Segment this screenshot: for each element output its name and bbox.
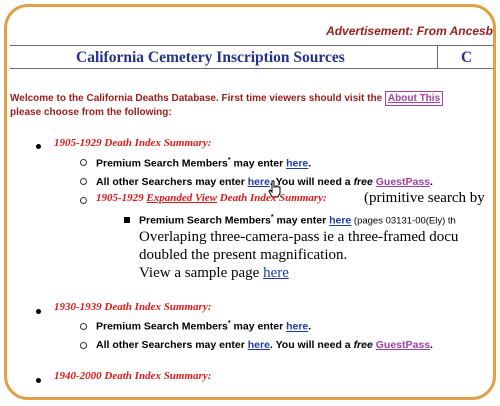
others-here-link[interactable]: here xyxy=(247,176,270,188)
sample-page-here-link[interactable]: here xyxy=(263,265,289,281)
others-line-1930: All other Searchers may enter here. You will need a free GuestPass. xyxy=(96,339,433,351)
section-bullet xyxy=(36,378,41,383)
list-circle xyxy=(80,197,87,204)
list-square xyxy=(124,217,130,223)
others-line-1905: All other Searchers may enter here. You will need a free GuestPass. xyxy=(96,176,433,188)
advertisement-bar xyxy=(10,10,493,44)
welcome-text: Welcome to the California Deaths Database. First time viewers should visit the xyxy=(10,93,383,104)
section-heading-1905-1929: 1905-1929 Death Index Summary: xyxy=(54,137,212,149)
expanded-view-heading: 1905-1929 Expanded View Death Index Summary: xyxy=(96,192,327,204)
welcome-line-1 xyxy=(10,91,493,106)
others-here-link[interactable]: here xyxy=(247,339,270,351)
expanded-note: (primitive search by xyxy=(364,190,485,206)
expanded-view-link[interactable]: Expanded View xyxy=(146,192,218,204)
section-bullet xyxy=(36,144,41,149)
premium-line-1930: Premium Search Members* may enter here. xyxy=(96,320,312,333)
list-circle xyxy=(80,178,87,185)
welcome-message xyxy=(10,91,493,119)
expanded-description-3: View a sample page here xyxy=(139,265,289,281)
premium-line-expanded: Premium Search Members* may enter here (pages 03131-00(Ely) th xyxy=(139,214,456,227)
guestpass-link[interactable]: GuestPass xyxy=(375,176,431,188)
section-heading-1930-1939: 1930-1939 Death Index Summary: xyxy=(54,301,212,313)
expanded-description-2: doubled the present magnification. xyxy=(139,247,348,263)
guestpass-link[interactable]: GuestPass xyxy=(375,339,431,351)
list-circle xyxy=(80,323,87,330)
section-heading-1940-2000: 1940-2000 Death Index Summary: xyxy=(54,370,212,382)
rounded-frame xyxy=(4,4,496,400)
title-divider xyxy=(437,46,438,68)
premium-line-1905: Premium Search Members* may enter here. xyxy=(96,157,312,170)
list-circle xyxy=(80,342,87,349)
premium-here-link[interactable]: here xyxy=(286,157,309,170)
premium-here-link[interactable]: here xyxy=(286,320,309,333)
page-content xyxy=(10,7,493,397)
section-bullet xyxy=(36,309,41,314)
title-right-fragment: C xyxy=(461,49,473,66)
advertisement-text[interactable]: Advertisement: From Ancesb xyxy=(326,24,493,38)
page-title: California Cemetery Inscription Sources xyxy=(76,49,345,66)
list-circle xyxy=(80,159,87,166)
expanded-premium-here-link[interactable]: here xyxy=(329,214,352,227)
welcome-line-2: please choose from the following: xyxy=(10,107,172,118)
about-this-link[interactable]: About This xyxy=(385,91,443,106)
title-row xyxy=(10,45,493,69)
expanded-description-1: Overlaping three-camera-pass ie a three-framed docu xyxy=(139,229,459,245)
